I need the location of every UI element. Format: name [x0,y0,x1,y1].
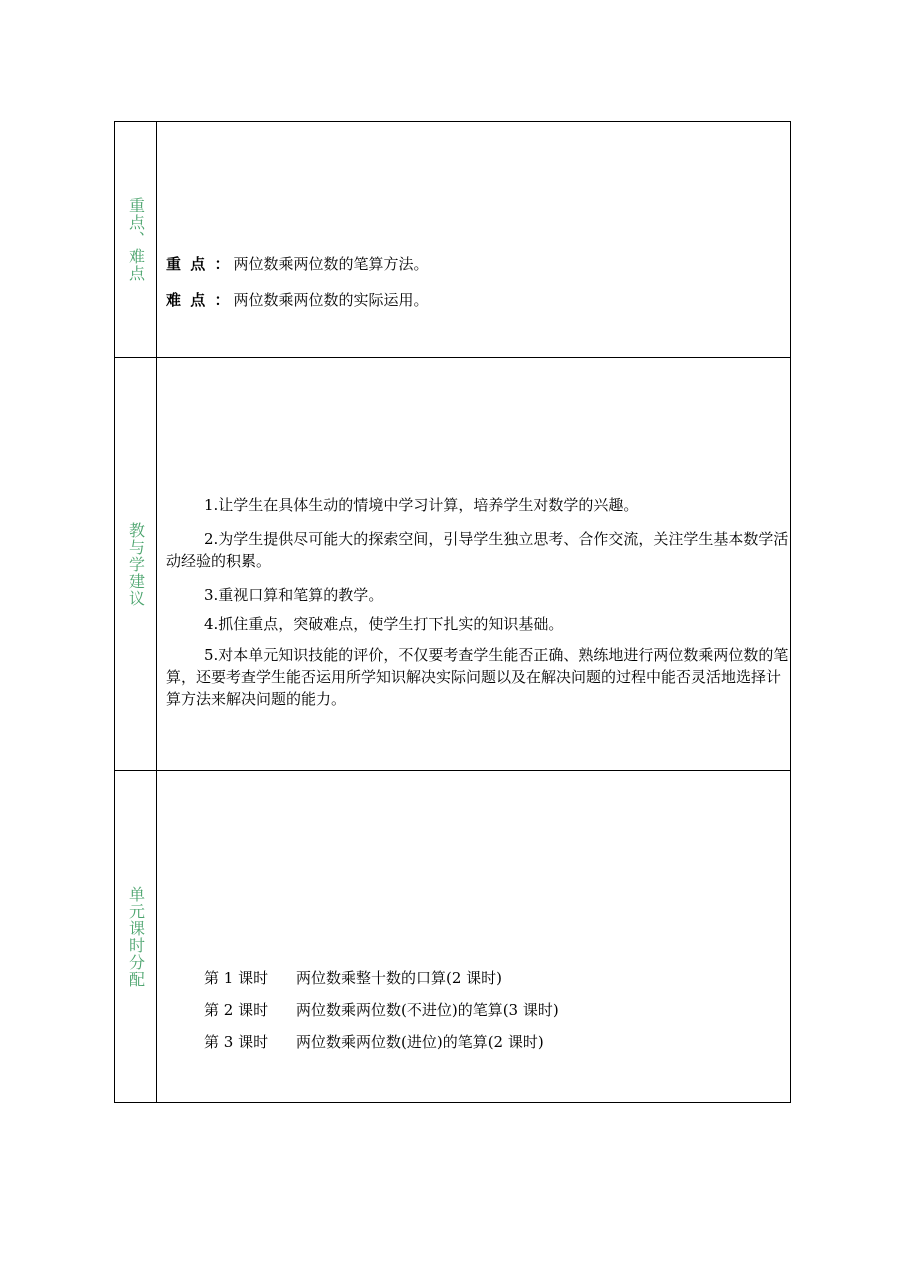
difficult-point-key: 难 点 ： [166,291,232,309]
difficult-point-item [166,289,428,310]
lesson-desc: 两位数乘两位数(不进位)的笔算(3 课时) [296,1001,559,1019]
lesson-name: 第 2 课时 [204,1001,269,1019]
lesson-plan-table [114,121,791,1103]
suggestion-3: 3.重视口算和笔算的教学。 [204,586,384,604]
suggestions-label: 教与学建议 [126,521,146,607]
key-points-label: 重点、难点 [126,197,146,282]
lesson-item [204,999,559,1020]
key-points-content [158,122,790,357]
suggestions-label-cell [115,358,157,770]
schedule-row [115,770,790,1103]
lesson-item [204,1031,544,1052]
suggestion-2: 2.为学生提供尽可能大的探索空间，引导学生独立思考、合作交流，关注学生基本数学活动经验的积累。 [166,530,789,570]
suggestion-4: 4.抓住重点，突破难点，使学生打下扎实的知识基础。 [204,615,564,633]
lesson-desc: 两位数乘两位数(进位)的笔算(2 课时) [296,1033,544,1051]
suggestions-content [158,358,790,770]
difficult-point-text: 两位数乘两位数的实际运用。 [233,291,429,309]
key-points-label-cell [115,122,157,357]
lesson-name: 第 3 课时 [204,1033,269,1051]
suggestion-1: 1.让学生在具体生动的情境中学习计算，培养学生对数学的兴趣。 [204,496,639,514]
key-point-item [166,253,428,274]
key-points-row [115,121,790,357]
schedule-label-cell [115,771,157,1102]
suggestions-row [115,357,790,770]
schedule-label: 单元课时分配 [126,885,146,988]
lesson-desc: 两位数乘整十数的口算(2 课时) [296,969,503,987]
lesson-item [204,967,502,988]
schedule-content [158,771,790,1102]
key-point-text: 两位数乘两位数的笔算方法。 [233,255,429,273]
suggestion-5: 5.对本单元知识技能的评价，不仅要考查学生能否正确、熟练地进行两位数乘两位数的笔算，还要考查学生能否运用所学知识解决实际问题以及在解决问题的过程中能否灵活地选择计算方法来解决问题的能力。 [166,646,789,708]
key-point-key: 重 点 ： [166,255,232,273]
lesson-name: 第 1 课时 [204,969,269,987]
